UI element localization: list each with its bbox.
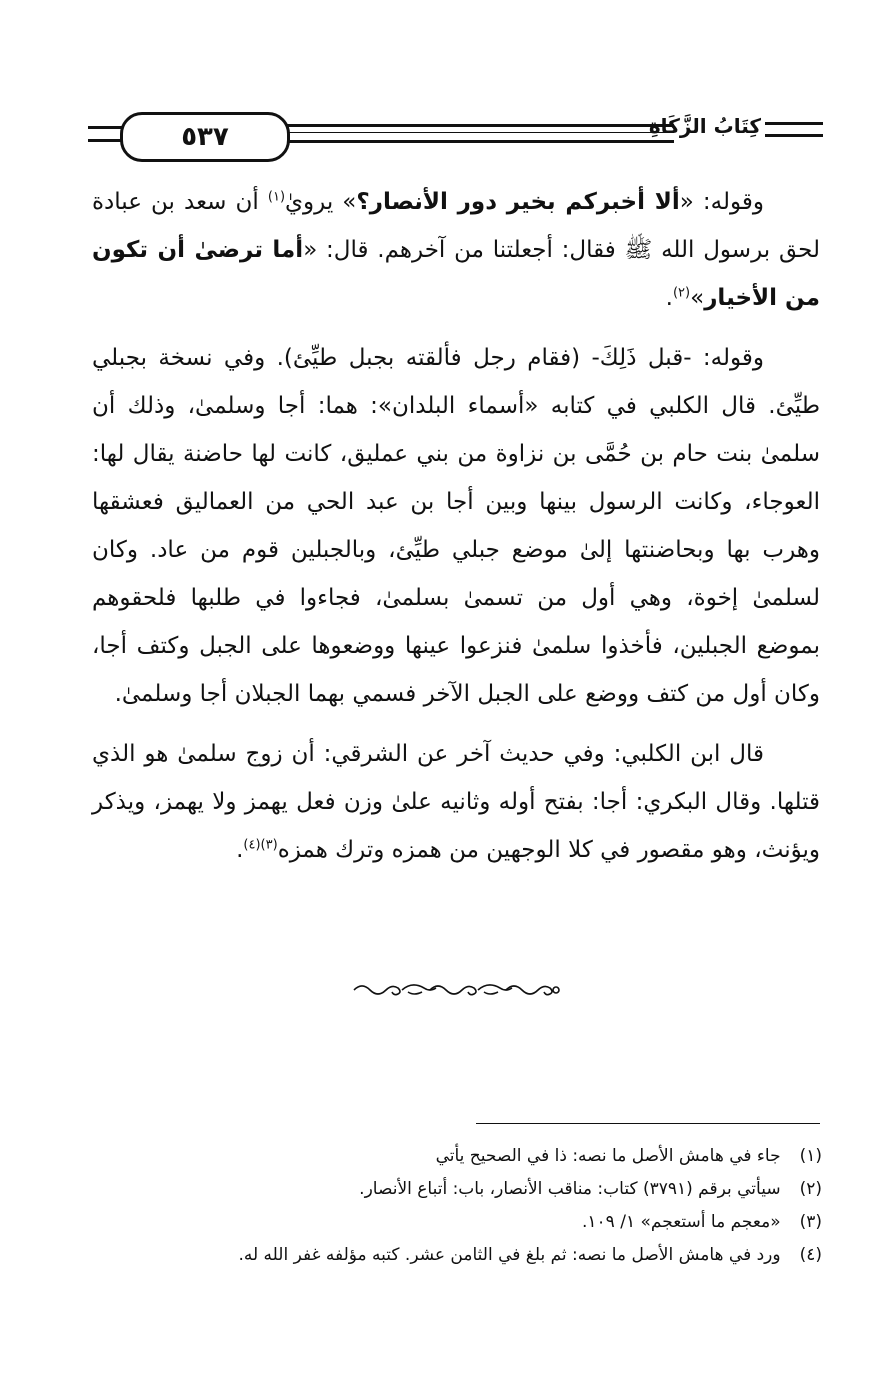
paragraph-text: وقوله: « (679, 189, 764, 215)
footnote-text: سيأتي برقم (٣٧٩١) كتاب: مناقب الأنصار، باب: أتباع الأنصار. (359, 1179, 786, 1199)
footnote-text: ورد في هامش الأصل ما نصه: ثم بلغ في الثامن عشر. كتبه مؤلفه غفر الله له. (238, 1245, 786, 1265)
footnote-reference: (١) (267, 189, 286, 205)
footnotes (110, 1140, 822, 1272)
footnote-item (110, 1239, 822, 1272)
page-header (88, 112, 823, 158)
section-divider-ornament (350, 978, 562, 1002)
footnote-text: «معجم ما أستعجم» ١/ ١٠٩. (582, 1212, 786, 1232)
paragraph-text: وقوله: -قبل ذَلِكَ- (فقام رجل فألقته بجبل طيِّئ). وفي نسخة بجبلي طيِّئ. قال الكلبي في كتابه «أسماء البلدان»: هما: أجا وسلمىٰ، وذلك أن سلمىٰ بنت حام بن حُمَّى بن نزاوة من بني عمليق، كانت لها حاضنة يقال لها: العوجاء، وكانت الرسول بينها وبين أجا بن عبد الحي من العماليق فعشقها وهرب بها وبحاضنتها إلىٰ موضع جبلي طيِّئ، وبالجبلين قوم من عاد. وكان لسلمىٰ إخوة، وهي أول من تسمىٰ بسلمىٰ، فجاءوا في طلبها فلحقوهم بموضع الجبلين، فأخذوا سلمىٰ فنزعوا عينها ووضعوها على الجبل وكتف أجا، وكان أول من كتف ووضع على الجبل الآخر فسمي بهما الجبلان أجا وسلمىٰ. (92, 345, 820, 707)
paragraph-text: » يرويٰ (285, 189, 357, 215)
footnote-number: (٣) (799, 1212, 822, 1232)
header-rule-top (284, 124, 674, 127)
footnote-number: (٤) (799, 1245, 822, 1265)
paragraph (92, 730, 820, 874)
paragraph-text: » (690, 285, 705, 311)
header-rule-right-bottom (765, 134, 823, 137)
paragraph (92, 334, 820, 718)
header-rule-right-top (765, 122, 823, 125)
page-number-badge (120, 112, 290, 162)
chapter-title: كِتَابُ الزَّكَاةِ (648, 114, 761, 138)
header-rule-bottom (284, 140, 674, 143)
paragraph-text: أن سعد بن عبادة لحق برسول الله ﷺ فقال: أجعلتنا من آخرهم. قال: « (92, 189, 820, 263)
footnote-reference: (٢) (672, 285, 691, 301)
footnote-number: (٢) (799, 1179, 822, 1199)
footnote-item (110, 1140, 822, 1173)
page-number: ٥٣٧ (181, 122, 229, 152)
quoted-hadith-text: أما ترضىٰ أن تكون من الأخيار (92, 237, 820, 311)
footnote-item (110, 1206, 822, 1239)
footnote-number: (١) (799, 1146, 822, 1166)
paragraph (92, 178, 820, 322)
header-rule-middle (284, 132, 674, 133)
quoted-hadith-text: ألا أخبركم بخير دور الأنصار؟ (356, 189, 680, 215)
footnote-separator (476, 1123, 820, 1124)
footnote-item (110, 1173, 822, 1206)
paragraph-text: قال ابن الكلبي: وفي حديث آخر عن الشرقي: أن زوج سلمىٰ هو الذي قتلها. وقال البكري: أجا: بفتح أوله وثانيه علىٰ وزن فعل يهمز ولا يهمز، ويذكر ويؤنث، وهو مقصور في كلا الوجهين من همزه وترك همزه (92, 741, 820, 863)
footnote-text: جاء في هامش الأصل ما نصه: ذا في الصحيح يأتي (435, 1146, 786, 1166)
paragraph-text: . (236, 837, 244, 863)
paragraph-text: . (665, 285, 673, 311)
footnote-reference: (٣)(٤) (243, 837, 278, 853)
main-text (92, 178, 820, 886)
